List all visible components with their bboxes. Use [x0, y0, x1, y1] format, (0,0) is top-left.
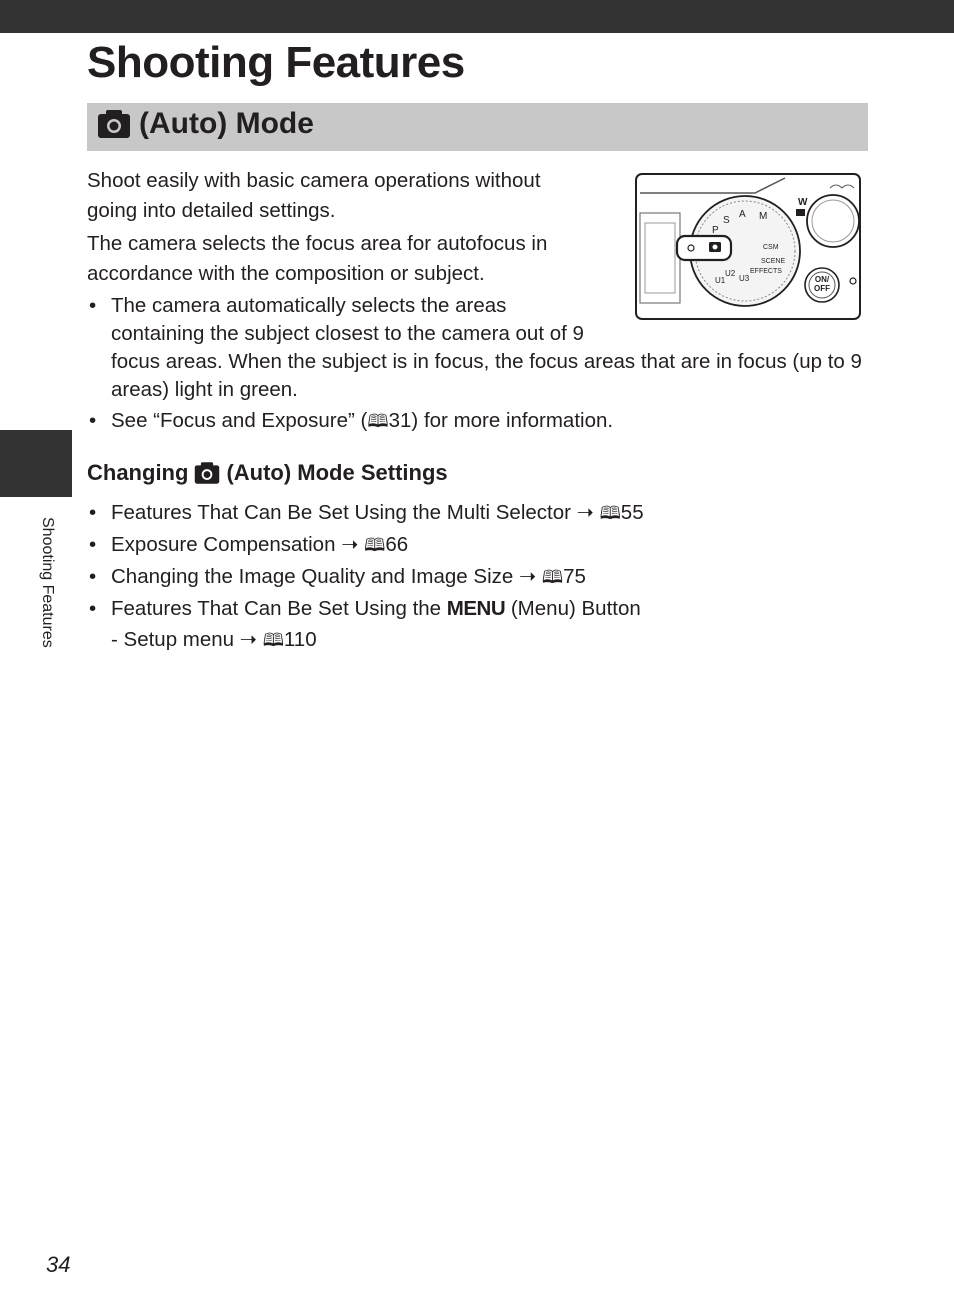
book-reference-icon: 🕮	[541, 567, 564, 588]
menu-button-label: MENU	[446, 597, 506, 620]
settings-list	[87, 497, 867, 656]
sub-list-item: - Setup menu ➝ 🕮110	[111, 628, 317, 651]
camera-icon	[194, 461, 220, 485]
dial-label: S	[723, 215, 730, 226]
dial-label: U2	[725, 269, 736, 278]
list-item: • See “Focus and Exposure” (🕮31) for more information.	[87, 407, 867, 436]
camera-icon	[97, 109, 131, 139]
intro-paragraph-1: Shoot easily with basic camera operations without going into detailed settings.	[87, 169, 541, 222]
top-bar	[0, 0, 954, 33]
book-reference-icon: 🕮	[262, 630, 284, 651]
list-item: • Changing the Image Quality and Image Size ➝ 🕮75	[87, 561, 867, 593]
dial-label: EFFECTS	[750, 268, 782, 275]
page-link[interactable]: 31	[388, 409, 412, 432]
page-link[interactable]: 75	[563, 565, 586, 588]
dial-label: A	[739, 209, 746, 220]
page-link[interactable]: 66	[385, 533, 409, 556]
page-title: Shooting Features	[87, 38, 465, 87]
chapter-tab	[0, 430, 72, 497]
camera-icon	[709, 242, 721, 252]
book-reference-icon: 🕮	[364, 535, 386, 556]
dial-label: M	[759, 211, 768, 222]
subsection-heading: Changing (Auto) Mode Settings	[87, 460, 448, 485]
on-off-button-label: ON/	[814, 275, 830, 284]
list-item: • The camera automatically selects the areas containing the subject closest to the camera out of 9 focus areas. When the subject is in focus, the focus areas that are in focus (up to 9 areas) light in green.	[87, 292, 867, 404]
dial-label: CSM	[763, 244, 779, 251]
svg-text:OFF: OFF	[814, 284, 830, 293]
page-link[interactable]: 55	[620, 501, 644, 524]
page-link[interactable]: 110	[283, 628, 317, 651]
zoom-w-label: W	[798, 197, 808, 208]
dial-label: U1	[715, 276, 726, 285]
dial-label: P	[712, 225, 719, 236]
list-item: • Features That Can Be Set Using the MENU (Menu) Button - Setup menu ➝ 🕮110	[87, 593, 867, 656]
intro-paragraph-2: The camera selects the focus area for autofocus in accordance with the composition or subject.	[87, 232, 548, 285]
list-item: • Exposure Compensation ➝ 🕮66	[87, 529, 867, 561]
list-item: • Features That Can Be Set Using the Multi Selector ➝ 🕮55	[87, 497, 867, 529]
book-reference-icon: 🕮	[599, 503, 621, 524]
camera-mode-dial-illustration	[635, 173, 861, 320]
chapter-side-label: Shooting Features	[39, 517, 56, 648]
book-reference-icon: 🕮	[367, 411, 389, 432]
page-number: 34	[46, 1252, 71, 1277]
section-band	[87, 103, 868, 151]
section-heading	[97, 107, 314, 141]
dial-label: SCENE	[761, 258, 786, 265]
dial-label: U3	[739, 274, 750, 283]
section-heading-text: (Auto) Mode	[139, 107, 314, 140]
